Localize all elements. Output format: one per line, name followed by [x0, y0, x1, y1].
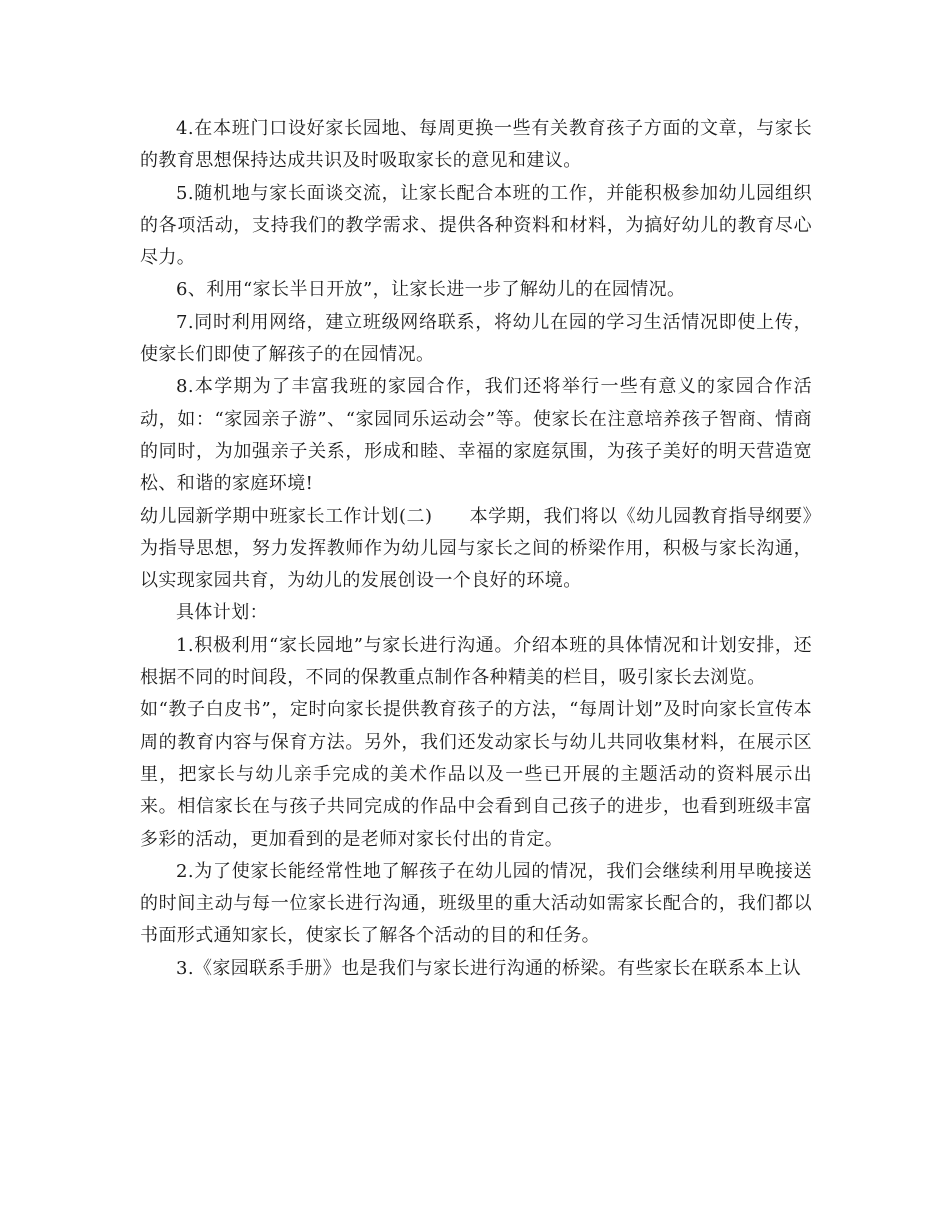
paragraph-item-4: 4.在本班门口设好家长园地、每周更换一些有关教育孩子方面的文章，与家长的教育思想保持达成共识及时吸取家长的意见和建议。 [140, 118, 812, 172]
paragraph-plan-item-1: 1.积极利用“家长园地”与家长进行沟通。介绍本班的具体情况和计划安排，还根据不同的时间段，不同的保教重点制作各种精美的栏目，吸引家长去浏览。 [140, 634, 812, 689]
paragraph-item-6: 6、利用“家长半日开放”，让家长进一步了解幼儿的在园情况。 [176, 279, 686, 301]
paragraph-item-5: 5.随机地与家长面谈交流，让家长配合本班的工作，并能积极参加幼儿园组织的各项活动，支持我们的教学需求、提供各种资料和材料，为搞好幼儿的教育尽心尽力。 [140, 182, 812, 269]
paragraph-item-7: 7.同时利用网络，建立班级网络联系，将幼儿在园的学习生活情况即使上传，使家长们即使了解孩子的在园情况。 [140, 311, 812, 366]
paragraph-item-8: 8.本学期为了丰富我班的家园合作，我们还将举行一些有意义的家园合作活动，如：“家园亲子游”、“家园同乐运动会”等。使家长在注意培养孩子智商、情商的同时，为加强亲子关系，形成和睦、幸福的家庭氛围，为孩子美好的明天营造宽松、和谐的家庭环境! [140, 376, 812, 495]
document-body [140, 113, 812, 985]
paragraph-plan-item-2: 2.为了使家长能经常性地了解孩子在幼儿园的情况，我们会继续利用早晚接送的时间主动与每一位家长进行沟通，班级里的重大活动如需家长配合的，我们都以书面形式通知家长，使家长了解各个活动的目的和任务。 [140, 860, 812, 947]
paragraph-specific-plan-label: 具体计划： [176, 602, 268, 624]
paragraph-plan-item-1-continued: 如“教子白皮书”，定时向家长提供教育孩子的方法，“每周计划”及时向家长宣传本周的教育内容与保育方法。另外，我们还发动家长与幼儿共同收集材料，在展示区里，把家长与幼儿亲手完成的美术作品以及一些已开展的主题活动的资料展示出来。相信家长在与孩子共同完成的作品中会看到自己孩子的进步，也看到班级丰富多彩的活动，更加看到的是老师对家长付出的肯定。 [140, 699, 812, 850]
section-heading-plan-two: 幼儿园新学期中班家长工作计划(二) 本学期，我们将以《幼儿园教育指导纲要》为指导思想，努力发挥教师作为幼儿园与家长之间的桥梁作用，积极与家长沟通，以实现家园共育，为幼儿的发展创设一个良好的环境。 [140, 505, 812, 592]
paragraph-plan-item-3: 3.《家园联系手册》也是我们与家长进行沟通的桥梁。有些家长在联系本上认 [176, 957, 802, 979]
